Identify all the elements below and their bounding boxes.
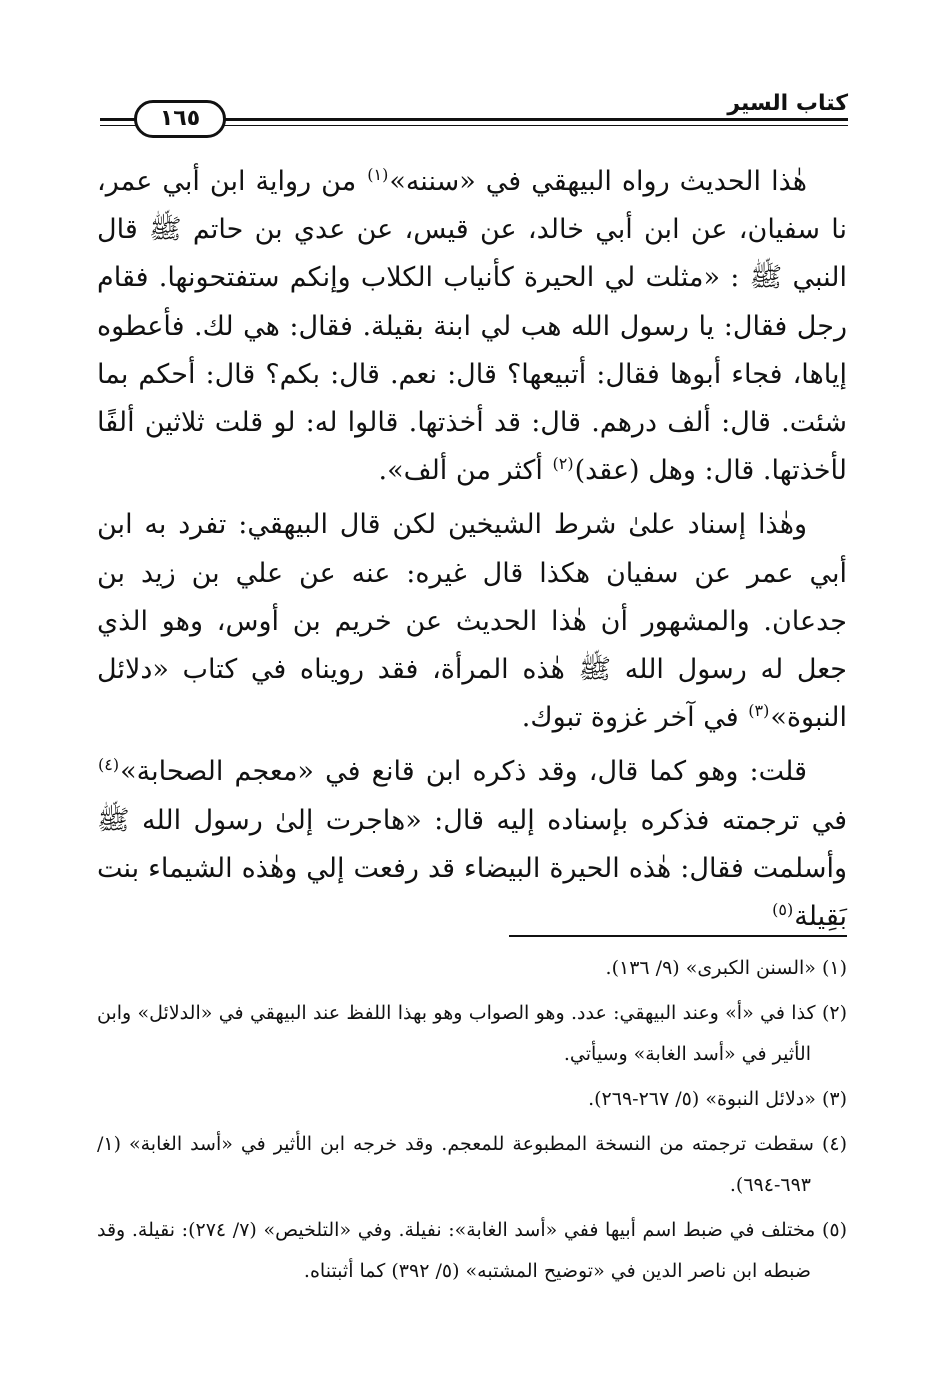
main-text [97,158,847,941]
footnote-number: (٥) [821,1219,847,1241]
footnote-reference[interactable]: (٥) [772,900,794,920]
paragraph-text: هٰذا الحديث رواه البيهقي في «سننه» [389,166,807,197]
footnote-reference[interactable]: (٤) [98,755,120,775]
footnote [97,1079,847,1120]
body-paragraph [97,158,847,495]
book-title: كتاب السير [719,92,848,116]
footnote-text: كذا في «أ» وعند البيهقي: عدد. وهو الصواب وهو بهذا اللفظ عند البيهقي في «الدلائل» وابن الأثير في «أسد الغابة» وسيأتي. [97,1002,822,1065]
footnote [97,993,847,1075]
footnote-text: «السنن الكبرى» (٩/ ١٣٦). [605,957,822,979]
footnote-reference[interactable]: (٣) [748,701,770,721]
footnote [97,1210,847,1292]
footnote-number: (٢) [821,1002,847,1024]
paragraph-text: من رواية ابن أبي عمر، نا سفيان، عن ابن أبي خالد، عن قيس، عن عدي بن حاتم ﷺ قال النبي ﷺ : «مثلت لي الحيرة كأنياب الكلاب وإنكم ستفتحونها. فقام رجل فقال: يا رسول الله هب لي ابنة بقيلة. فقال: هي لك. فأعطوه إياها، فجاء أبوها فقال: أتبيعها؟ قال: نعم. قال: بكم؟ قال: أحكم بما شئت. قال: ألف درهم. قال: قد أخذتها. قالوا له: لو قلت ثلاثين ألفًا لأخذتها. قال: وهل (عقد) [97,166,847,487]
footnote-number: (٤) [821,1133,847,1155]
footnote-text: سقطت ترجمته من النسخة المطبوعة للمعجم. وقد خرجه ابن الأثير في «أسد الغابة» (١/ ٦٩٣-٦٩٤). [97,1133,822,1196]
paragraph-text: في آخر غزوة تبوك. [521,702,748,734]
footnotes [97,948,847,1296]
paragraph-text: في ترجمته فذكره بإسناده إليه قال: «هاجرت إلىٰ رسول الله ﷺ وأسلمت فقال: هٰذه الحيرة البيضاء قد رفعت إلي وهٰذه الشيماء بنت بَقِيلة [97,804,847,933]
footnote [97,948,847,989]
body-paragraph [97,501,847,742]
paragraph-text: وهٰذا إسناد علىٰ شرط الشيخين لكن قال البيهقي: تفرد به ابن أبي عمر عن سفيان هكذا قال غيره: عنه عن علي بن زيد بن جدعان. والمشهور أن هٰذا الحديث عن خريم بن أوس، وهو الذي جعل له رسول الله ﷺ هٰذه المرأة، فقد رويناه في كتاب «دلائل النبوة» [97,509,847,734]
page-number: ١٦٥ [134,100,226,138]
footnote-separator [509,935,847,937]
footnote-number: (١) [821,957,847,979]
paragraph-text: قلت: وهو كما قال، وقد ذكره ابن قانع في «معجم الصحابة» [120,756,807,788]
footnote-reference[interactable]: (١) [367,165,389,184]
footnote-number: (٣) [821,1088,847,1110]
footnote-text: «دلائل النبوة» (٥/ ٢٦٧-٢٦٩). [588,1088,822,1110]
paragraph-text: أكثر من ألف». [378,455,552,487]
footnote-reference[interactable]: (٢) [552,454,574,474]
footnote [97,1124,847,1206]
body-paragraph [97,748,847,941]
running-header [100,92,848,152]
footnote-text: مختلف في ضبط اسم أبيها ففي «أسد الغابة»: نفيلة. وفي «التلخيص» (٧/ ٢٧٤): نقيلة. وقد ضبطه ابن ناصر الدين في «توضيح المشتبه» (٥/ ٣٩٢) كما أثبتناه. [97,1219,822,1282]
